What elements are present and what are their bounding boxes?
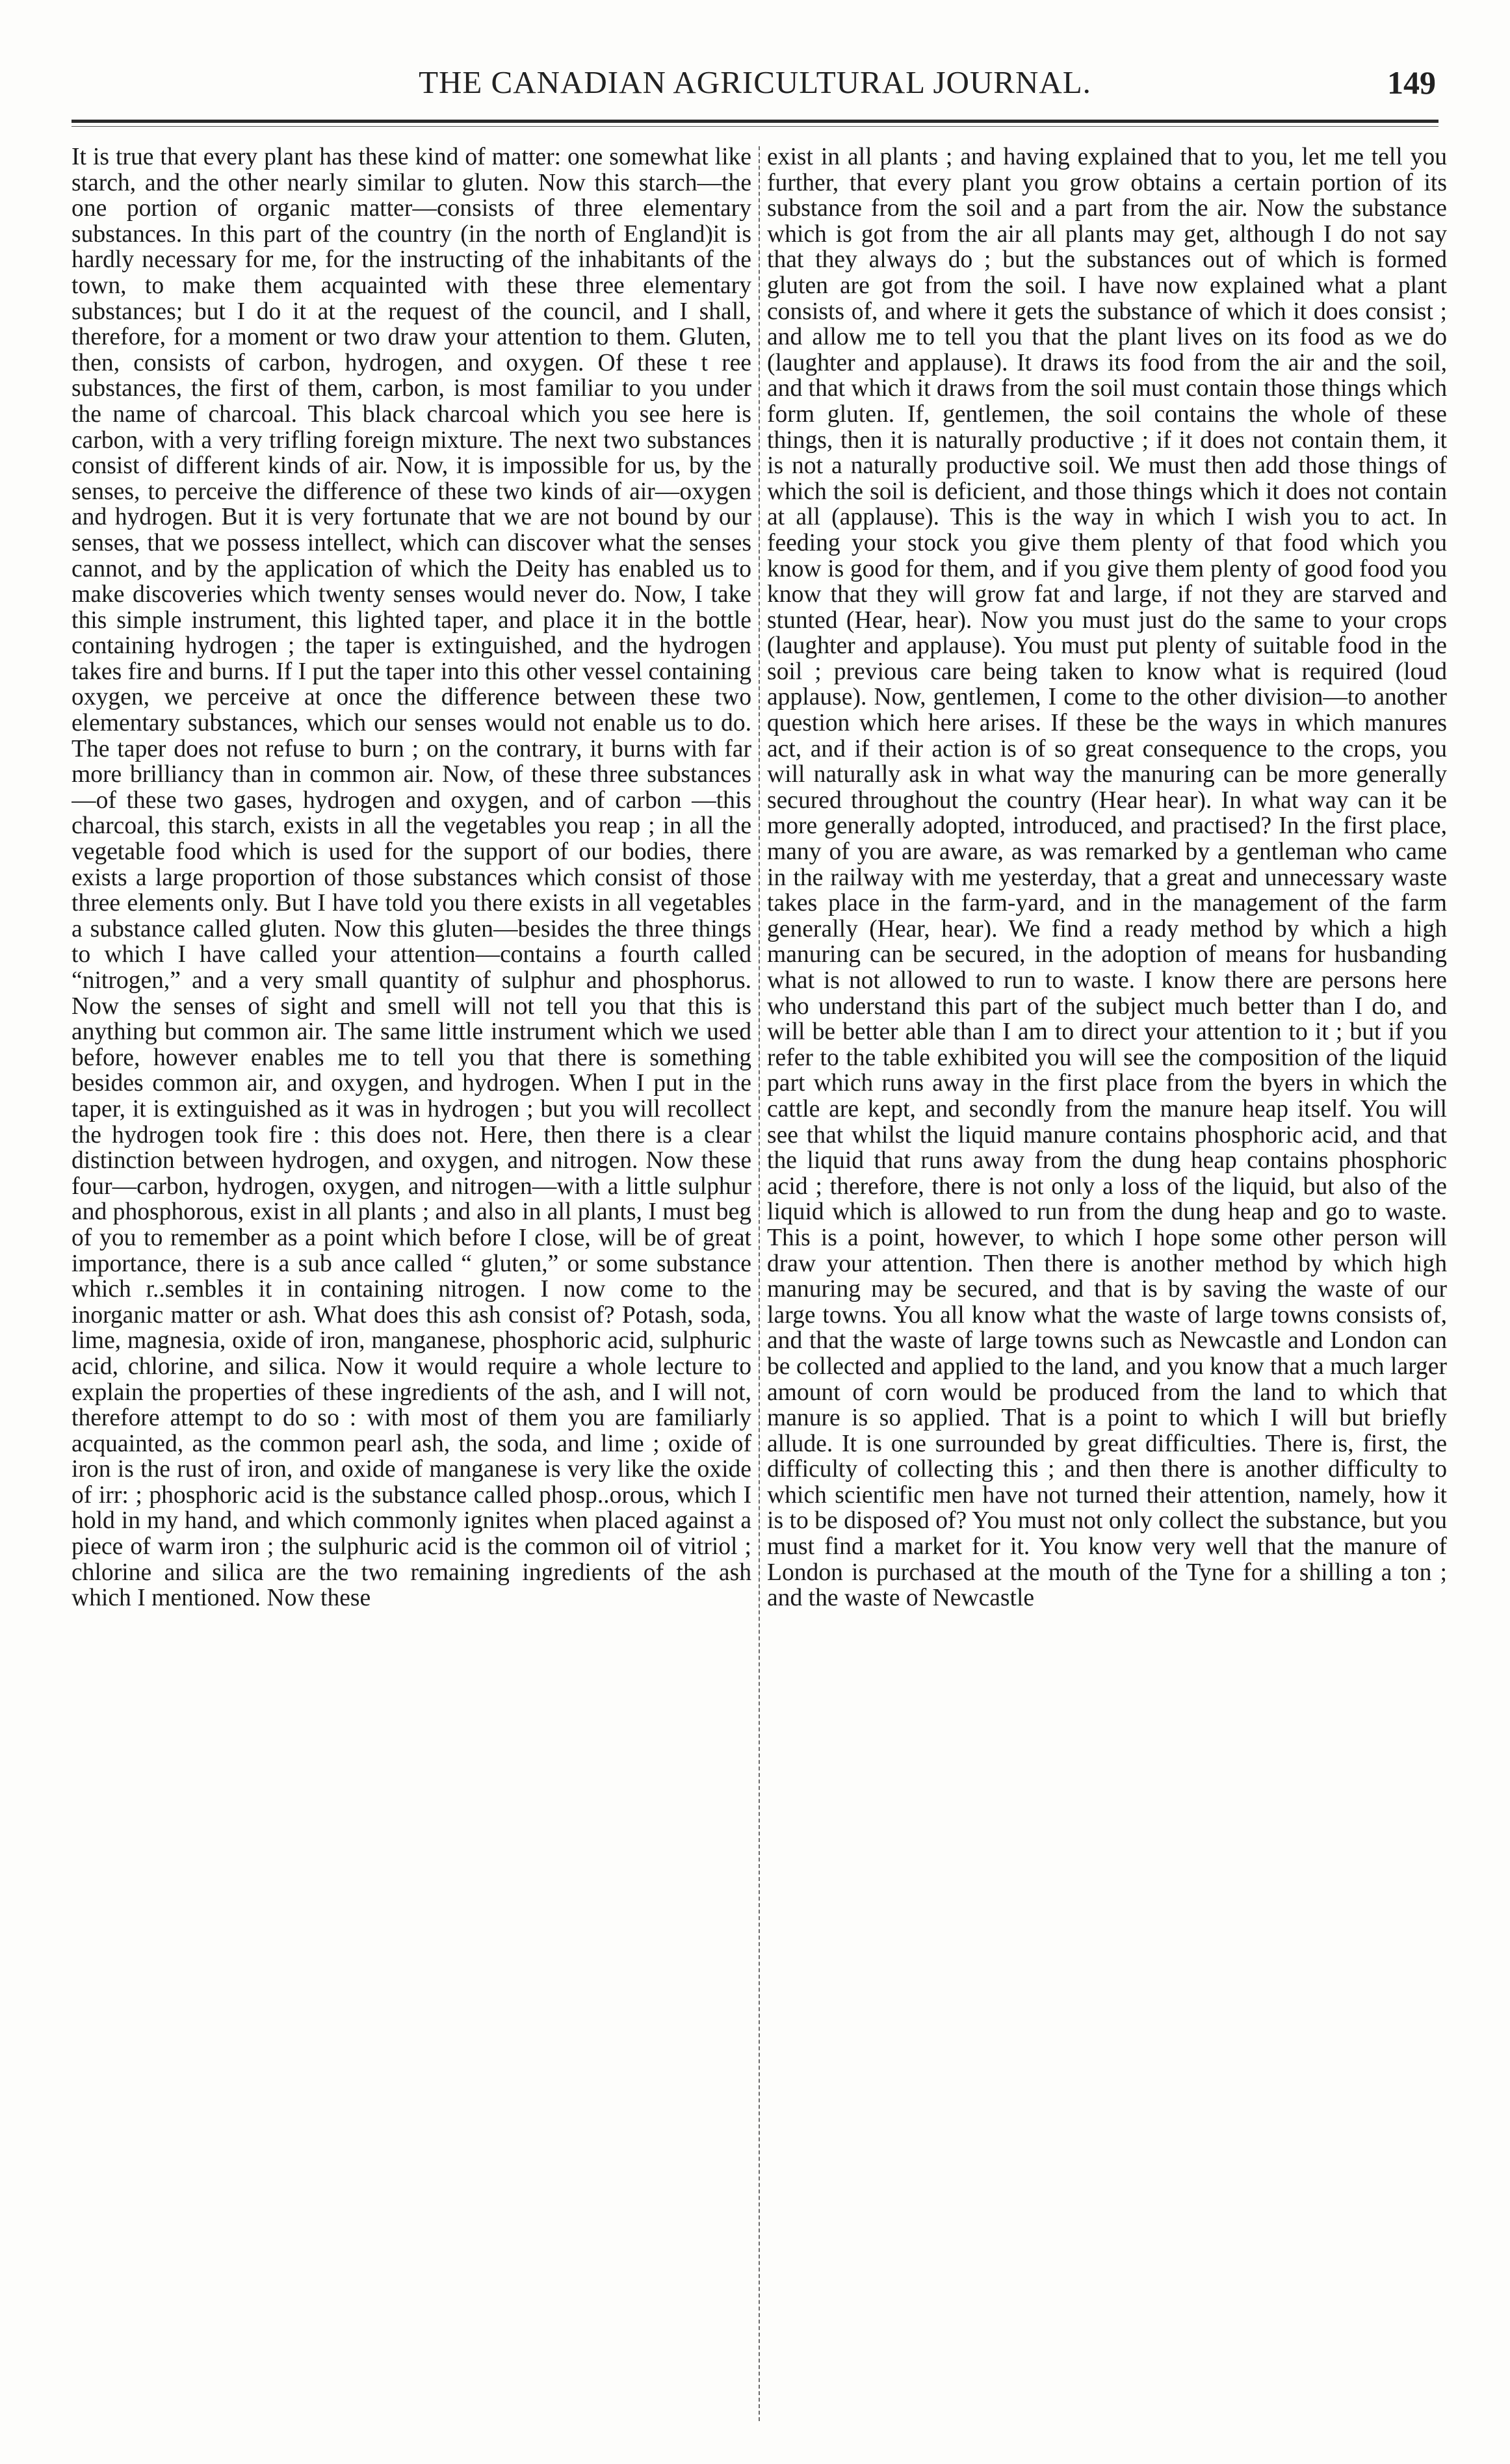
right-column-text: exist in all plants ; and having explained that to you, let me tell you further, that every plant you grow obtains a certain portion of its substance from the soil and a part from the air. Now the substance which is got from the air all plants may get, although I do not say that they always do ; but the substances out of which is formed gluten are got from the soil. I have now explained what a plant consists of, and where it gets the substance of which it does consist ; and allow me to tell you that the plant lives on its food as we do (laughter and applause). It draws its food from the air and the soil, and that which it draws from the soil must contain those things which form gluten. If, gentlemen, the soil contains the whole of these things, then it is naturally productive ; if it does not contain them, it is not a naturally productive soil. We must then add those things of which the soil is deficient, and those things which it does not contain at all (applause). This is the way in which I wish you to act. In feeding your stock you give them plenty of that food which you know is good for them, and if you give them plenty of good food you know that they will grow fat and large, if not they are starved and stunted (Hear, hear). Now you must just do the same to your crops (laughter and applause). You must put plenty of suitable food in the soil ; previous care being taken to know what is required (loud applause). Now, gentlemen, I come to the other division—to another question which here arises. If these be the ways in which manures act, and if their action is of so great consequence to the crops, you will naturally ask in what way the manuring can be more generally secured throughout the country (Hear hear). In what way can it be more generally adopted, introduced, and practised? In the first place, many of you are aware, as was remarked by a gentleman who came in the railway with me yesterday, that a great and unnecessary waste takes place in the farm-yard, and in the management of the farm generally (Hear, hear). We find a ready method by which a high manuring can be secured, in the adoption of means for husbanding what is not allowed to run to waste. I know there are persons here who understand this part of the subject much better than I do, and will be better able than I am to direct your attention to it ; but if you refer to the table exhibited you will see the composition of the liquid part which runs away in the first place from the byers in which the cattle are kept, and secondly from the manure heap itself. You will see that whilst the liquid manure contains phosphoric acid, and that the liquid that runs away from the dung heap contains phosphoric acid ; therefore, there is not only a loss of the liquid, but also of the liquid which is allowed to run from the dung heap and go to waste. This is a point, however, to which I hope some other person will draw your attention. Then there is another method by which high manuring may be secured, and that is by saving the waste of our large towns. You all know what the waste of large towns consists of, and that the waste of large towns such as Newcastle and London can be collected and applied to the land, and you know that a much larger amount of corn would be produced from the land to which that manure is so applied. That is a point to which I will but briefly allude. It is one surrounded by great difficulties. There is, first, the difficulty of collecting this ; and then there is another difficulty to which scientific men have not turned their attention, namely, how it is to be disposed of? You must not only collect the substance, but you must find a market for it. You know very well that the manure of London is purchased at the mouth of the Tyne for a shilling a ton ; and the waste of Newcastle bbox=[767, 144, 1447, 1612]
left-column bbox=[72, 144, 751, 2432]
running-head bbox=[72, 53, 1438, 112]
journal-title: THE CANADIAN AGRICULTURAL JOURNAL. bbox=[419, 64, 1091, 100]
page-number: 149 bbox=[1387, 64, 1436, 101]
left-column-text: It is true that every plant has these kind of matter: one somewhat like starch, and the other nearly similar to gluten. Now this starch—the one portion of organic matter—consists of three elementary substances. In this part of the country (in the north of England)it is hardly necessary for me, for the instructing of the inhabitants of the town, to make them acquainted with these three elementary substances; but I do it at the request of the council, and I shall, therefore, for a moment or two draw your attention to them. Gluten, then, consists of carbon, hydrogen, and oxygen. Of these t ree substances, the first of them, carbon, is most familiar to you under the name of charcoal. This black charcoal which you see here is carbon, with a very trifling foreign mixture. The next two substances consist of different kinds of air. Now, it is impossible for us, by the senses, to perceive the difference of these two kinds of air—oxygen and hydrogen. But it is very fortunate that we are not bound by our senses, that we possess intellect, which can discover what the senses cannot, and by the application of which the Deity has enabled us to make discoveries which twenty senses would never do. Now, I take this simple instrument, this lighted taper, and place it in the bottle containing hydrogen ; the taper is extinguished, and the hydrogen takes fire and burns. If I put the taper into this other vessel containing oxygen, we perceive at once the difference between these two elementary substances, which our senses would not enable us to do. The taper does not refuse to burn ; on the contrary, it burns with far more brilliancy than in common air. Now, of these three substances—of these two gases, hydrogen and oxygen, and of carbon —this charcoal, this starch, exists in all the vegetables you reap ; in all the vegetable food which is used for the support of our bodies, there exists a large proportion of those substances which consist of those three elements only. But I have told you there exists in all vegetables a substance called gluten. Now this gluten—besides the three things to which I have called your attention—contains a fourth called “nitrogen,” and a very small quantity of sulphur and phosphorus. Now the senses of sight and smell will not tell you that this is anything but common air. The same little instrument which we used before, however enables me to tell you that there is something besides common air, and oxygen, and hydrogen. When I put in the taper, it is extinguished as it was in hydrogen ; but you will recollect the hydrogen took fire : this does not. Here, then there is a clear distinction between hydrogen, and oxygen, and nitrogen. Now these four—carbon, hydrogen, oxygen, and nitrogen—with a little sulphur and phosphorous, exist in all plants ; and also in all plants, I must beg of you to remember as a point which before I close, will be of great importance, there is a sub ance called “ gluten,” or some substance which r..sembles it in containing nitrogen. I now come to the inorganic matter or ash. What does this ash consist of? Potash, soda, lime, magnesia, oxide of iron, manganese, phosphoric acid, sulphuric acid, chlorine, and silica. Now it would require a whole lecture to explain the properties of these ingredients of the ash, and I will not, therefore attempt to do so : with most of them you are familiarly acquainted, as the common pearl ash, the soda, and lime ; oxide of iron is the rust of iron, and oxide of manganese is very like the oxide of irr: ; phosphoric acid is the substance called phosp..orous, which I hold in my hand, and which commonly ignites when placed against a piece of warm iron ; the sulphuric acid is the common oil of vitriol ; chlorine and silica are the two remaining ingredients of the ash which I mentioned. Now these bbox=[72, 144, 751, 1612]
header-rule-thin bbox=[72, 126, 1438, 127]
header-rule bbox=[72, 120, 1438, 123]
column-divider bbox=[759, 146, 760, 2421]
right-column bbox=[767, 144, 1447, 2432]
